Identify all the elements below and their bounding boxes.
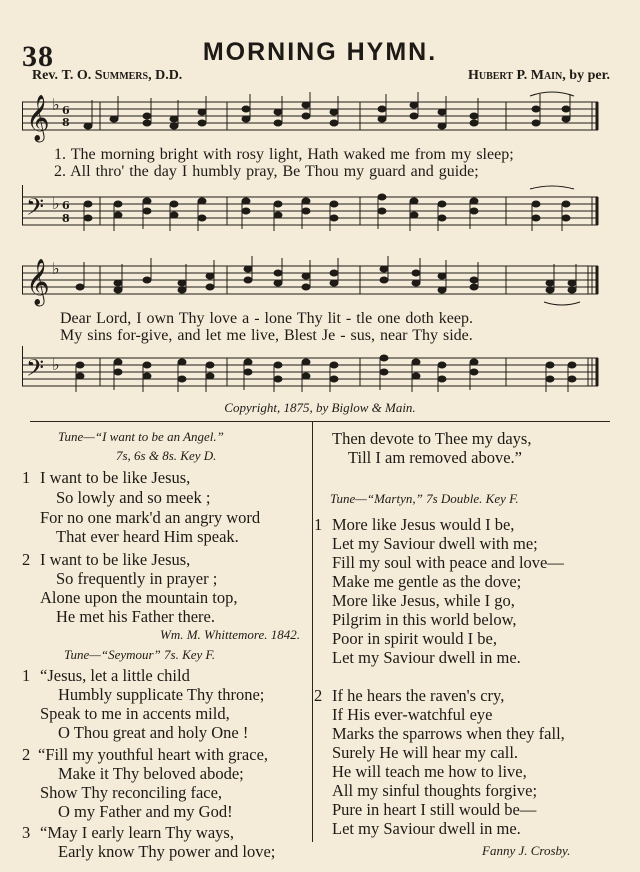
verse-line: Fill my soul with peace and love— [332,553,564,572]
lyricist-credit [32,68,182,84]
tune-heading-seymour: Tune—“Seymour” 7s. Key F. [64,647,216,662]
verse-number: 2 [22,745,31,764]
verse-line: So lowly and so meek ; [56,488,211,507]
verse-line: Till I am removed above.” [348,448,522,467]
verse-number: 1 [314,515,323,534]
verse-line: Show Thy reconciling face, [40,783,223,802]
verse-line: More like Jesus, while I go, [332,591,515,610]
tune-heading-angel: Tune—“I want to be an Angel.” [58,429,224,444]
page-number: 38 [22,40,54,73]
verse-number: 2 [314,686,323,705]
column-divider [312,422,313,842]
treble-clef-icon: 𝄞 [26,259,50,305]
treble-clef-icon: 𝄞 [26,95,50,141]
system2-bass-staff [22,346,614,400]
verse-line: “Fill my youthful heart with grace, [38,745,269,764]
bass-staff-graphic [22,185,614,237]
verse-line: All my sinful thoughts forgive; [332,781,538,800]
verse-line: He will teach me how to live, [332,762,527,781]
copyright-notice: Copyright, 1875, by Biglow & Main. [224,400,416,415]
composer-suffix: by per. [569,68,610,83]
verse-number: 2 [22,550,31,569]
verse-line: Make me gentle as the dove; [332,572,522,591]
verse-number: 3 [22,823,31,842]
verse-line: Let my Saviour dwell in me. [332,819,521,838]
verse-line: That ever heard Him speak. [56,527,239,546]
author-credit: Fanny J. Crosby. [482,843,571,858]
verse-line: I want to be like Jesus, [40,468,191,487]
composer-name: Hubert P. Main, [467,68,566,83]
composer-credit [468,68,610,84]
time-signature-icon: 6 [62,104,70,117]
horizontal-divider [30,421,610,422]
author-credit: Wm. M. Whittemore. 1842. [160,627,300,642]
system1-bass-staff [22,185,614,237]
verse-line: Speak to me in accents mild, [40,704,230,723]
bass-staff-graphic [22,346,614,400]
flat-sign-icon: ♭ [52,355,60,374]
system1-treble-staff [22,88,614,146]
verse-line: He met his Father there. [56,607,215,626]
lyricist-name: T. O. Summers, D.D. [61,68,183,83]
verse-line: Pilgrim in this world below, [332,610,517,629]
verse-line: Alone upon the mountain top, [40,588,238,607]
verse-line: “May I early learn Thy ways, [40,823,234,842]
verse-line: O Thou great and holy One ! [58,723,249,742]
tune-heading-martyn: Tune—“Martyn,” 7s Double. Key F. [330,491,519,506]
treble-staff-graphic [22,88,614,146]
verse-line: Humbly supplicate Thy throne; [58,685,265,704]
system2-lyric-verse1: Dear Lord, I own Thy love a - lone Thy lit - tle one doth keep. [60,310,473,327]
svg-text:8: 8 [62,212,70,225]
verse-line: Then devote to Thee my days, [332,429,532,448]
verse-line: Marks the sparrows when they fall, [332,724,565,743]
verse-line: Poor in spirit would I be, [332,629,497,648]
verse-line: If His ever-watchful eye [332,705,493,724]
flat-sign-icon: ♭ [52,95,60,114]
verse-line: If he hears the raven's cry, [332,686,505,705]
verse-line: More like Jesus would I be, [332,515,515,534]
svg-text:8: 8 [62,116,70,129]
lyricist-prefix: Rev. [32,68,59,83]
time-signature-icon: 6 [62,199,70,212]
verse-line: Make it Thy beloved abode; [58,764,244,783]
verse-line: I want to be like Jesus, [40,550,191,569]
system1-lyric-verse2: 2. All thro' the day I humbly pray, Be Thou my guard and guide; [54,163,479,180]
hymn-title: MORNING HYMN. [202,38,438,66]
flat-sign-icon: ♭ [52,259,60,278]
system2-lyric-verse2: My sins for-give, and let me live, Blest Je - sus, near Thy side. [60,327,473,344]
verse-line: O my Father and my God! [58,802,233,821]
verse-line: For no one mark'd an angry word [40,508,261,527]
verse-line: Surely He will hear my call. [332,743,519,762]
verse-line: So frequently in prayer ; [56,569,218,588]
verse-line: Early know Thy power and love; [58,842,276,861]
system1-lyric-verse1: 1. The morning bright with rosy light, Hath waked me from my sleep; [54,146,514,163]
verse-line: Pure in heart I still would be— [332,800,537,819]
bass-clef-icon: 𝄢 [26,193,45,226]
verse-line: “Jesus, let a little child [40,666,190,685]
flat-sign-icon: ♭ [52,194,60,213]
slur-icon [530,186,574,189]
slur-icon [530,92,574,96]
verse-number: 1 [22,666,31,685]
verse-line: Let my Saviour dwell with me; [332,534,538,553]
slur-icon [544,302,580,305]
verse-number: 1 [22,468,31,487]
meter-key-line: 7s, 6s & 8s. Key D. [116,448,217,463]
bass-clef-icon: 𝄢 [26,354,45,387]
system2-treble-staff [22,252,614,310]
treble-staff-graphic [22,252,614,310]
verse-line: Let my Saviour dwell in me. [332,648,521,667]
